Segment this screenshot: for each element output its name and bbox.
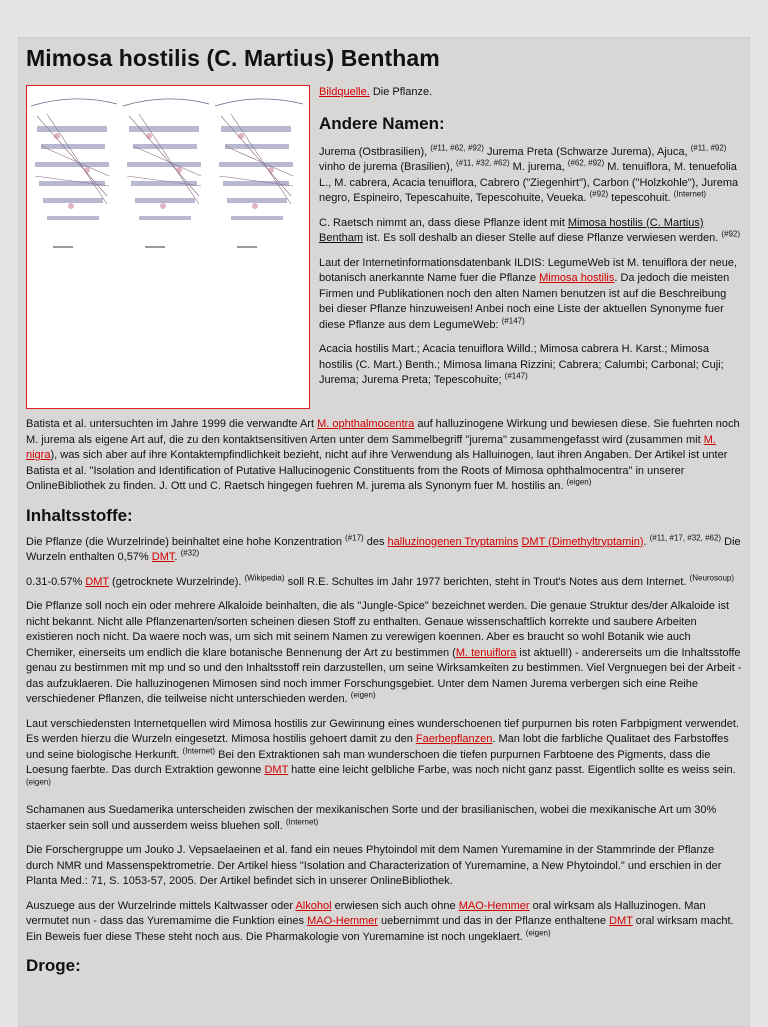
ildis-paragraph: Laut der Internetinformationsdatenbank ILDIS: LegumeWeb ist M. tenuiflora der neue, botanisch anerkannte Name fuer die Pflanze Mimosa hostilis. Da jedoch die meisten Firmen und Publikationen noch den alten Namen benutzen ist auf die Beschreibung bei dieser Pflanze hinzuweisen! Anbei noch eine Liste der aktuellen Synonyme fuer diese Pflanze aus dem LegumeWeb: $^{(\#147)}$ bbox=[319, 256, 738, 331]
m-ophthalmocentra-link[interactable]: M. ophthalmocentra bbox=[317, 418, 415, 430]
halluzinogene-tryptamine-link[interactable]: halluzinogenen Tryptamins bbox=[387, 535, 519, 548]
image-source-link[interactable]: Bildquelle. bbox=[319, 86, 370, 98]
figure-caption: Bildquelle. Die Pflanze. bbox=[319, 86, 433, 98]
yuremamine-paragraph: Die Forschergruppe um Jouko J. Vepsaelaeinen et al. fand ein neues Phytoindol mit dem Namen Yuremamine in der Stammrinde der Pflanze durch NMR und Massenspektrometrie. Der Artikel hiess "Isolation and Characterization of Yuremamine, a New Phytoindol." und erschien in der Planta Med.: 71, S. 1053-57, 2005. Der Artikel befindet sich in unserer OnlineBibliothek. bbox=[26, 844, 722, 887]
dmt-link-3[interactable]: DMT bbox=[264, 764, 289, 776]
mao-hemmer-link-2[interactable]: MAO-Hemmer bbox=[307, 915, 378, 927]
auszuege-paragraph: Auszuege aus der Wurzelrinde mittels Kaltwasser oder Alkohol erwiesen sich auch ohne MAO-Hemmer oral wirksam als Halluzinogen. Man vermutet nun - dass das Yuremamime die Funktion eines MAO-Hemmer uebernimmt und das in der Pflanze enthaltene DMT oral wirksam macht. Ein Beweis fuer diese These steht noch aus. Die Pharmakologie von Yuremamine ist noch ungeklaert. $^{(eigen)}$ bbox=[26, 899, 734, 943]
batista-paragraph: Batista et al. untersuchten im Jahre 1999 die verwandte Art M. ophthalmocentra auf halluzinogene Wirkung und bewiesen diese. Sie fuehrten noch M. jurema als eigene Art auf, die zu den kontaktsensitiven Arten unter dem Sammelbegriff "jurema" zusammengefasst wird (zusammen mit M. nigra), was sich aber auf ihre Kontaktempfindlichkeit bezieht, nicht auf ihre Verwendung als Halluinogen, laut ihren Angaben. Der Artikel ist unter Batista et al. "Isolation and Identification of Putative Hallucinogenic Constituents from the Roots of Mimosa ophthalmocentra" in unserer OnlineBibliothek zu finden. J. Ott und C. Raetsch hingegen fuehren M. jurema als Synonym fuer M. hostilis an. $^{(eigen)}$ bbox=[26, 418, 740, 492]
m-nigra-link[interactable]: M. nigra bbox=[26, 433, 716, 461]
document-page bbox=[18, 37, 750, 1027]
schamanen-paragraph: Schamanen aus Suedamerika unterscheiden zwischen der mexikanischen Sorte und der brasilianischen, wobei die mexikanische Art um 30% staerker sein soll und ausserdem weiss bluehen soll. $^{(Internet)}$ bbox=[26, 804, 717, 832]
concentration-paragraph: Die Pflanze (die Wurzelrinde) beinhaltet eine hohe Konzentration $^{(\#17)}$ des halluzinogenen Tryptamins DMT (Dimethyltryptamin). $^{(\#11, \#17, \#32, \#62)}$ Die Wurzeln enthalten 0,57% DMT. $^{(\#32)}$ bbox=[26, 532, 741, 563]
mao-hemmer-link[interactable]: MAO-Hemmer bbox=[458, 899, 530, 912]
mimosa-hostilis-link-2[interactable]: Mimosa hostilis bbox=[539, 272, 615, 284]
section-heading-inhaltsstoffe: Inhaltsstoffe: bbox=[26, 505, 133, 525]
alkohol-link[interactable]: Alkohol bbox=[295, 899, 332, 912]
faerbepflanzen-link[interactable]: Faerbepflanzen bbox=[415, 733, 493, 745]
schultes-paragraph: 0.31-0.57% DMT (getrocknete Wurzelrinde). $^{(Wikipedia)}$ soll R.E. Schultes im Jahr 1977 berichten, steht in Trout's Notes aus dem Internet. $^{(Neurosoup)}$ bbox=[26, 572, 735, 588]
plant-drawing-icon bbox=[27, 86, 309, 408]
intro-side bbox=[319, 85, 742, 398]
synonyms-paragraph: Acacia hostilis Mart.; Acacia tenuiflora Willd.; Mimosa cabrera H. Karst.; Mimosa hostilis (C. Mart.) Benth.; Mimosa limana Rizzini; Cabrera; Calumbi; Carbonal; Cuji; Jurema; Jurema Preta; Tepescohuite; $^{(\#147)}$ bbox=[319, 343, 724, 386]
m-tenuiflora-link[interactable]: M. tenuiflora bbox=[455, 646, 517, 659]
dmt-link-4[interactable]: DMT bbox=[609, 915, 633, 927]
plant-illustration bbox=[26, 85, 310, 409]
dmt-full-link[interactable]: DMT (Dimethyltryptamin) bbox=[521, 535, 644, 548]
dmt-link-2[interactable]: DMT bbox=[85, 575, 109, 588]
dmt-link[interactable]: DMT bbox=[151, 551, 175, 563]
names-paragraph: Jurema (Ostbrasilien), $^{(\#11, \#62, \#92)}$ Jurema Preta (Schwarze Jurema), Ajuca, $^{(\#11, \#92)}$ vinho de jurema (Brasilien), $^{(\#11, \#32, \#62)}$ M. jurema, $^{(\#62, \#92)}$ M. tenuiflora, M. tenuefolia L., M. cabrera, Acacia tenuiflora, Cabrero ("Ziegenhirt"), Carbon ("Holzkohle"), Jurema negro, Espineiro, Tepescahuite, Tepescohuite, Veueka. $^{(\#92)}$ tepescohuit. $^{(Internet)}$ bbox=[319, 142, 739, 204]
section-heading-droge: Droge: bbox=[26, 956, 81, 975]
page-title: Mimosa hostilis (C. Martius) Bentham bbox=[26, 45, 440, 71]
pigment-paragraph: Laut verschiedensten Internetquellen wird Mimosa hostilis zur Gewinnung eines wunderschoenen tief purpurnen bis roten Farbpigment verwendet. Es werden hierzu die Wurzeln eingesetzt. Mimosa hostilis gehoert damit zu den Faerbepflanzen. Man lobt die farbliche Qualitaet des Farbstoffes und seine biologische Herkunft. $^{(Internet)}$ Bei den Extraktionen sah man wunderschoen die tiefen purpurnen Farbtoene des Pigments, dass die Loesung faerbte. Das durch Extraktion gewonne DMT hatte eine leicht gelbliche Farbe, was noch nicht ganz passt. Eigentlich sollte es weiss sein. $^{(eigen)}$ bbox=[26, 717, 739, 786]
raetsch-paragraph: C. Raetsch nimmt an, dass diese Pflanze ident mit Mimosa hostilis (C. Martius) Bentham ist. Es soll deshalb an dieser Stelle auf diese Pflanze verwiesen werden. $^{(\#92)}$ bbox=[319, 216, 741, 244]
mimosa-hostilis-link[interactable]: Mimosa hostilis (C. Martius) Bentham bbox=[319, 216, 704, 244]
intro-row bbox=[26, 85, 742, 417]
section-heading-andere-namen: Andere Namen: bbox=[319, 113, 445, 133]
jungle-spice-paragraph: Die Pflanze soll noch ein oder mehrere Alkaloide beinhalten, die als "Jungle-Spice" bezeichnet werden. Die genaue Struktur des/der Alkaloide ist nicht bekannt. Nicht alle Pflanzenarten/sorten scheinen diesen Stoff zu enthalten. Genaue wissenschaftlich korrekte und saubere Arbeiten existieren noch nicht. Da waere noch was, um sich mit seinem Namen zu verewigen koennen. Aber es braucht so wohl Botanik wie auch Chemiker, einerseits um endlich die klare botanische Bennenung der Art zu bestimmen (M. tenuiflora ist aktuell!) - andererseits um die Inhaltsstoffe genau zu bestimmen mit mp und so und den Inhaltsstoff rein darzustellen, um seine Wirksamkeiten zu bestimmen. Viel Vergnuegen bei der Arbeit - das aufzuklaeren. Die halluzinogenen Mimosen sind noch immer Forschungsgebiet. Unter dem Namen Jurema verbergen sich eine Reihe verschiedener Pflanzen, die teilweise nicht unterschieden werden. $^{(eigen)}$ bbox=[26, 600, 742, 705]
